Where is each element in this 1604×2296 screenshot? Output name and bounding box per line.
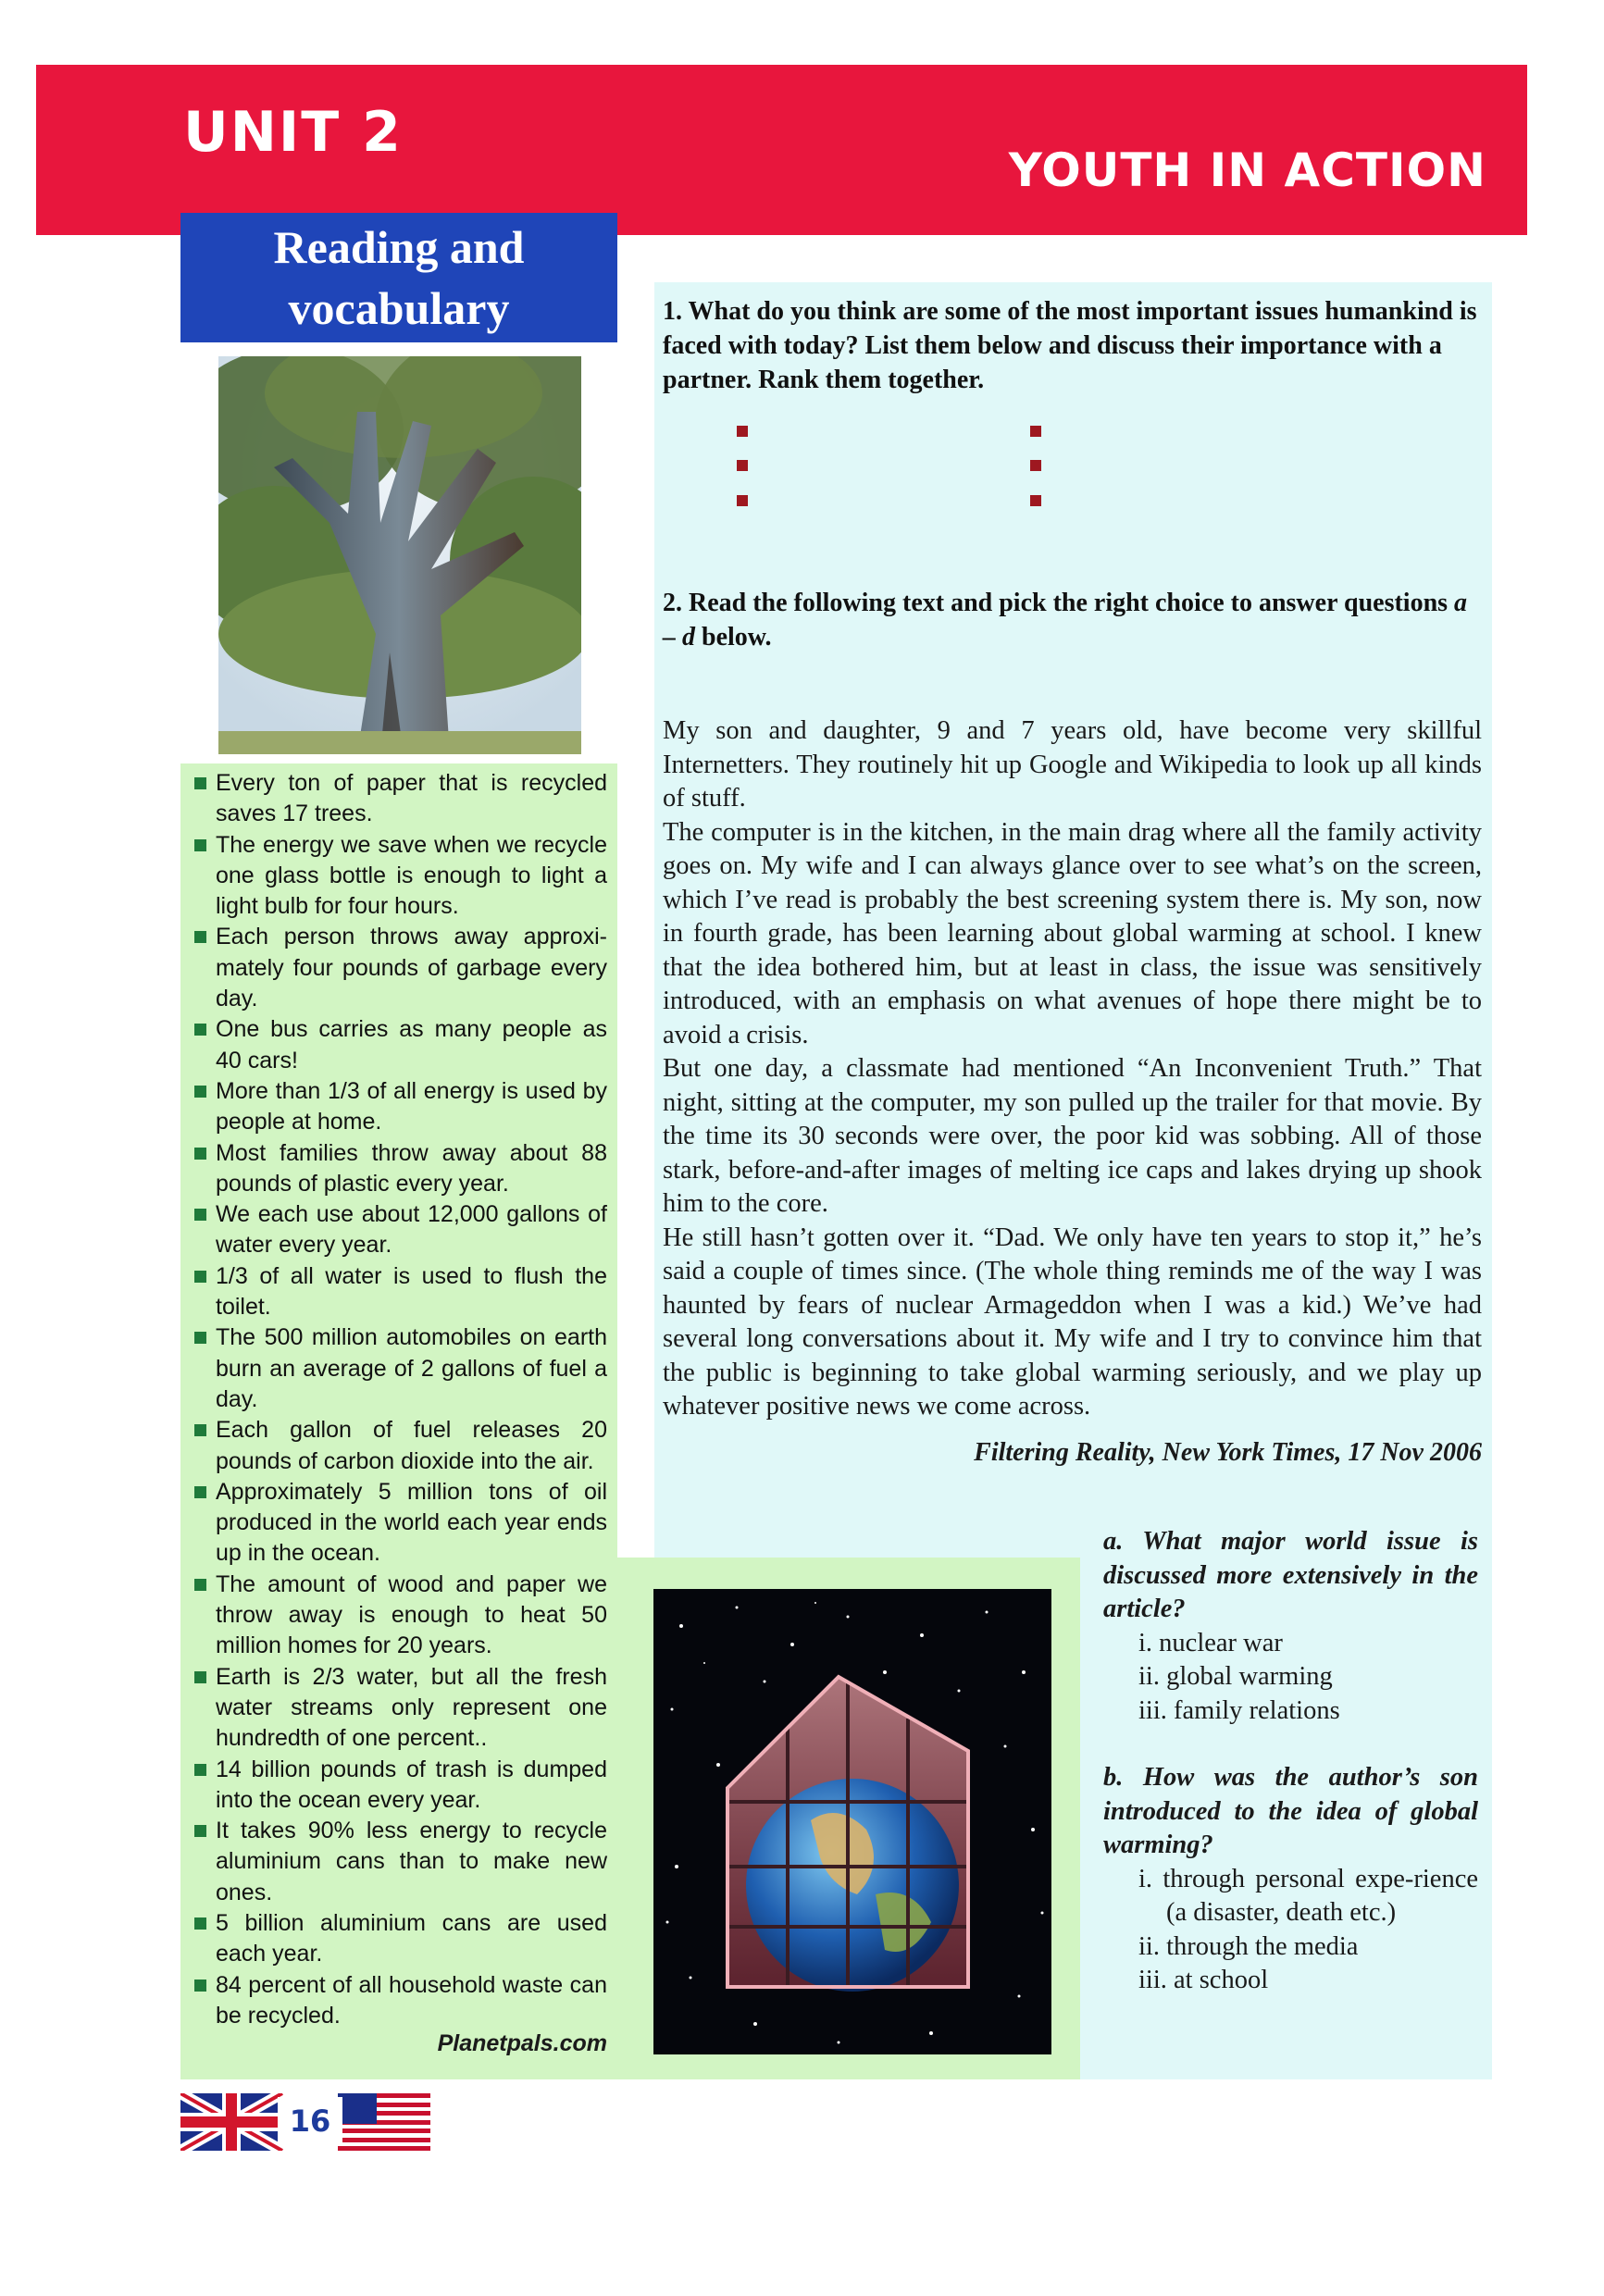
fact-item: The energy we save when we recycle one glass bottle is enough to light a light bulb for four hours. [194,830,607,923]
article-text [663,714,1482,1424]
fact-item: The amount of wood and paper we throw away is enough to heat 50 million homes for 20 years. [194,1570,607,1662]
us-flag-icon [338,2093,430,2151]
fact-item: More than 1/3 of all energy is used by people at home. [194,1076,607,1138]
exercise-1-prompt: 1. What do you think are some of the most important issues humankind is faced with today? List them below and discuss their importance with a partner. Rank them together. [663,297,1477,394]
question-b-options [1103,1863,1478,1998]
earth-greenhouse-illustration [653,1589,1051,2054]
fact-item: The 500 million automobiles on earth burn an average of 2 gallons of fuel a day. [194,1322,607,1415]
blank-bullet [737,426,748,437]
blank-bullet [737,460,748,471]
comprehension-questions [1103,1525,1478,1998]
facts-list [194,768,607,2031]
option-a-i[interactable]: i. nuclear war [1138,1628,1283,1657]
option-b-i[interactable]: i. through personal expe-rience (a disaster, death etc.) [1138,1864,1478,1927]
fact-item: 84 percent of all household waste can be recycled. [194,1970,607,2032]
fact-item: 5 billion aluminium cans are used each year. [194,1908,607,1970]
section-heading-text: Reading and vocabulary [273,221,525,334]
option-a-iii[interactable]: iii. family relations [1138,1695,1340,1725]
question-a-options [1103,1627,1478,1729]
fact-item: 14 billion pounds of trash is dumped into the ocean every year. [194,1755,607,1817]
fact-item: We each use about 12,000 gallons of water every year. [194,1199,607,1261]
fact-item: One bus carries as many people as 40 cars! [194,1014,607,1076]
exercise-2-text: 2. Read the following text and pick the right choice to answer questions [663,589,1455,617]
blank-bullet [1030,495,1041,506]
fact-item: Earth is 2/3 water, but all the fresh water streams only represent one hundredth of one percent.. [194,1662,607,1755]
fact-item: Most families throw away about 88 pounds of plastic every year. [194,1138,607,1200]
option-b-iii[interactable]: iii. at school [1138,1966,1269,1994]
exercise-2-range: a – d [663,589,1468,652]
option-a-ii[interactable]: ii. global warming [1138,1662,1333,1691]
fact-item: It takes 90% less energy to recycle aluminium cans than to make new ones. [194,1816,607,1908]
facts-source: Planetpals.com [437,2030,607,2056]
question-b: b. How was the author’s son introduced to the idea of global warming? [1103,1763,1478,1859]
fact-item: Approximately 5 million tons of oil produced in the world each year ends up in the ocean. [194,1477,607,1570]
page-number: 16 [278,2097,342,2145]
uk-flag-icon [180,2093,282,2151]
fact-item: Every ton of paper that is recycled saves 17 trees. [194,768,607,830]
article-paragraph: My son and daughter, 9 and 7 years old, have become very skillful Internetters. They routinely hit up Google and Wikipedia to look up all kinds of stuff. [663,716,1482,813]
article-source: Filtering Reality, New York Times, 17 Nov 2006 [974,1438,1482,1467]
unit-label: UNIT 2 [183,100,403,165]
fact-item: 1/3 of all water is used to flush the toilet. [194,1261,607,1323]
unit-title: YOUTH IN ACTION [1008,143,1486,197]
tree-photo [218,356,581,754]
article-paragraph: The computer is in the kitchen, in the main drag where all the family activity goes on. My wife and I can always glance over to see what’s on the screen, which I’ve read is probably the best screening system there is. My son, now in fourth grade, has been learning about global warming at school. I knew that the idea bothered him, but at least in class, the issue was sensitively introduced, with an emphasis on what avenues of hope there might be to avoid a crisis. [663,817,1482,1049]
option-b-ii[interactable]: ii. through the media [1138,1931,1359,1961]
fact-item: Each gallon of fuel releases 20 pounds of carbon dioxide into the air. [194,1415,607,1477]
blank-bullet [1030,426,1041,437]
section-heading [180,213,617,342]
question-a: a. What major world issue is discussed more extensively in the article? [1103,1527,1478,1623]
blank-bullet [1030,460,1041,471]
article-paragraph: He still hasn’t gotten over it. “Dad. We only have ten years to stop it,” he’s said a couple of times since. (The whole thing reminds me of the way I was haunted by fears of nuclear Armageddon when I was a kid.) We’ve had several long conversations about it. My wife and I try to convince him that the public is beginning to take global warming seriously, and we play up whatever positive news we come across. [663,1222,1482,1421]
exercise-2-text-end: below. [695,623,772,652]
fact-item: Each person throws away approxi-mately four pounds of garbage every day. [194,922,607,1014]
exercise-2-prompt [663,586,1477,654]
blank-bullet [737,495,748,506]
article-paragraph: But one day, a classmate had mentioned “An Inconvenient Truth.” That night, sitting at the computer, my son pulled up the trailer for that movie. By the time its 30 seconds were over, the poor kid was sobbing. All of those stark, before-and-after images of melting ice caps and lakes drying up shook him to the core. [663,1054,1482,1218]
